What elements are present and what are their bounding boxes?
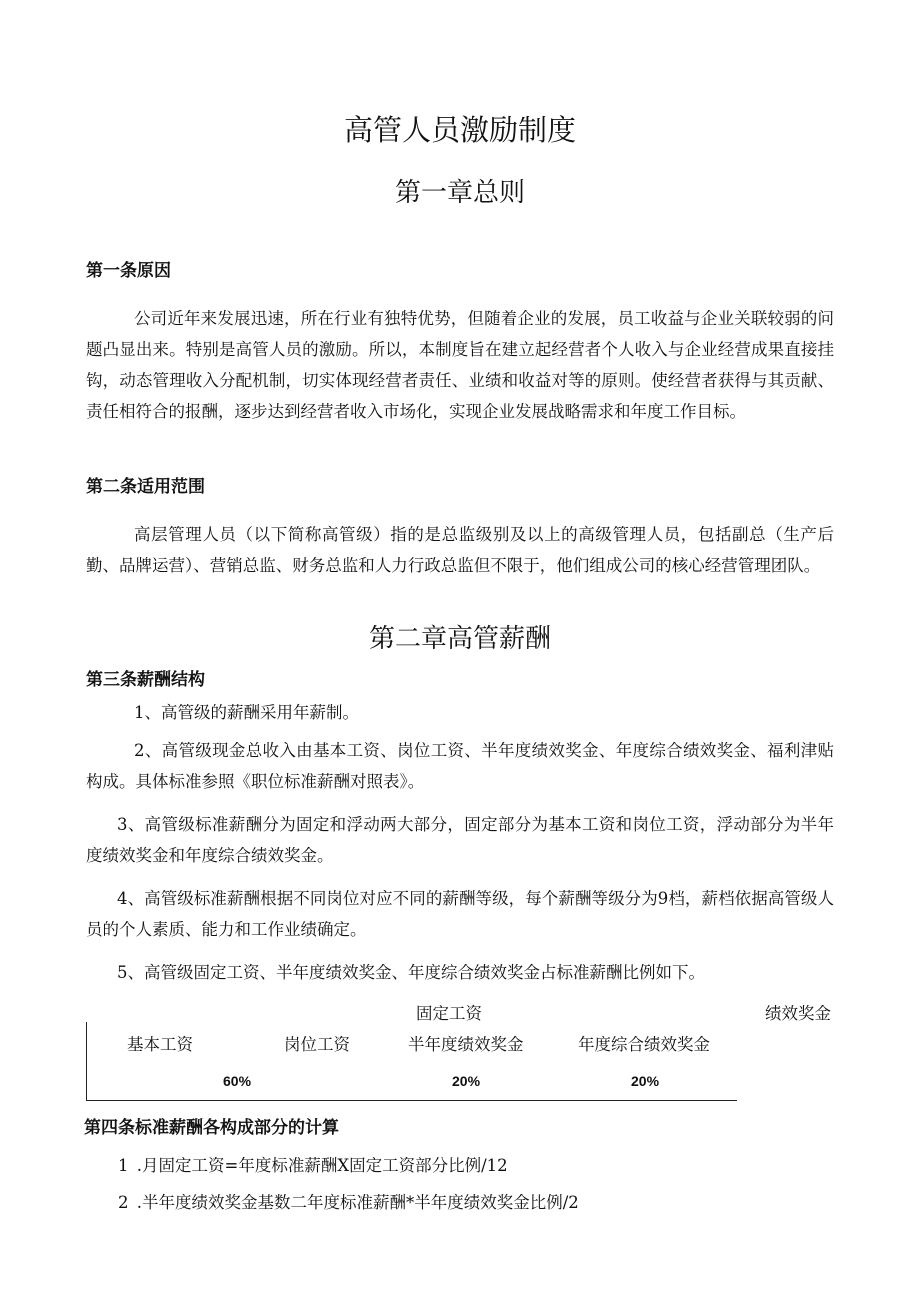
article-2-body: 高层管理人员（以下简称高管级）指的是总监级别及以上的高级管理人员，包括副总（生产后勤、品牌运营）、营销总监、财务总监和人力行政总监但不限于，他们组成公司的核心经营管理团队。 — [86, 525, 834, 575]
article-2-heading: 第二条适用范围 — [86, 477, 205, 496]
table-col-position-salary: 岗位工资 — [284, 1035, 350, 1054]
article-3-item-4: 4、高管级标准薪酬根据不同岗位对应不同的薪酬等级，每个薪酬等级分为9档，薪档依据高管级人员的个人素质、能力和工作业绩确定。 — [86, 889, 834, 939]
table-group-fixed-salary: 固定工资 — [416, 1004, 482, 1023]
chapter-1-heading: 第一章总则 — [394, 178, 525, 208]
table-col-annual-bonus: 年度综合绩效奖金 — [578, 1035, 710, 1054]
article-1-body: 公司近年来发展迅速，所在行业有独特优势，但随着企业的发展，员工收益与企业关联较弱的问题凸显出来。特别是高管人员的激励。所以，本制度旨在建立起经营者个人收入与企业经营成果直接挂钩，动态管理收入分配机制，切实体现经营者责任、业绩和收益对等的原则。使经营者获得与其贡献、责任相符合的报酬，逐步达到经营者收入市场化，实现企业发展战略需求和年度工作目标。 — [86, 309, 834, 421]
article-3-item-5: 5、高管级固定工资、半年度绩效奖金、年度综合绩效奖金占标准薪酬比例如下。 — [117, 963, 705, 982]
table-col-basic-salary: 基本工资 — [127, 1035, 193, 1054]
table-col-half-year-bonus: 半年度绩效奖金 — [408, 1035, 524, 1054]
article-3-item-3: 3、高管级标准薪酬分为固定和浮动两大部分，固定部分为基本工资和岗位工资，浮动部分为半年度绩效奖金和年度综合绩效奖金。 — [86, 815, 834, 865]
article-3-heading: 第三条薪酬结构 — [86, 670, 205, 689]
article-3-item-1: 1、高管级的薪酬采用年薪制。 — [134, 703, 359, 722]
table-bottom-border — [86, 1100, 737, 1101]
article-4-heading: 第四条标准薪酬各构成部分的计算 — [84, 1118, 339, 1137]
chapter-2-heading: 第二章高管薪酬 — [368, 624, 551, 654]
article-4-item-1: 1 .月固定工资=年度标准薪酬X固定工资部分比例/12 — [118, 1156, 508, 1175]
table-group-performance-bonus: 绩效奖金 — [765, 1004, 831, 1023]
table-value-annual-ratio: 20% — [631, 1073, 660, 1089]
table-left-border — [86, 1022, 87, 1100]
article-3-item-2: 2、高管级现金总收入由基本工资、岗位工资、半年度绩效奖金、年度综合绩效奖金、福利津贴构成。具体标准参照《职位标准薪酬对照表》。 — [86, 741, 834, 791]
table-value-fixed-ratio: 60% — [223, 1073, 252, 1089]
article-1-heading: 第一条原因 — [86, 261, 171, 280]
article-4-item-2: 2 .半年度绩效奖金基数二年度标准薪酬*半年度绩效奖金比例/2 — [118, 1193, 579, 1212]
table-value-half-year-ratio: 20% — [452, 1073, 481, 1089]
document-title: 高管人员激励制度 — [343, 113, 576, 147]
